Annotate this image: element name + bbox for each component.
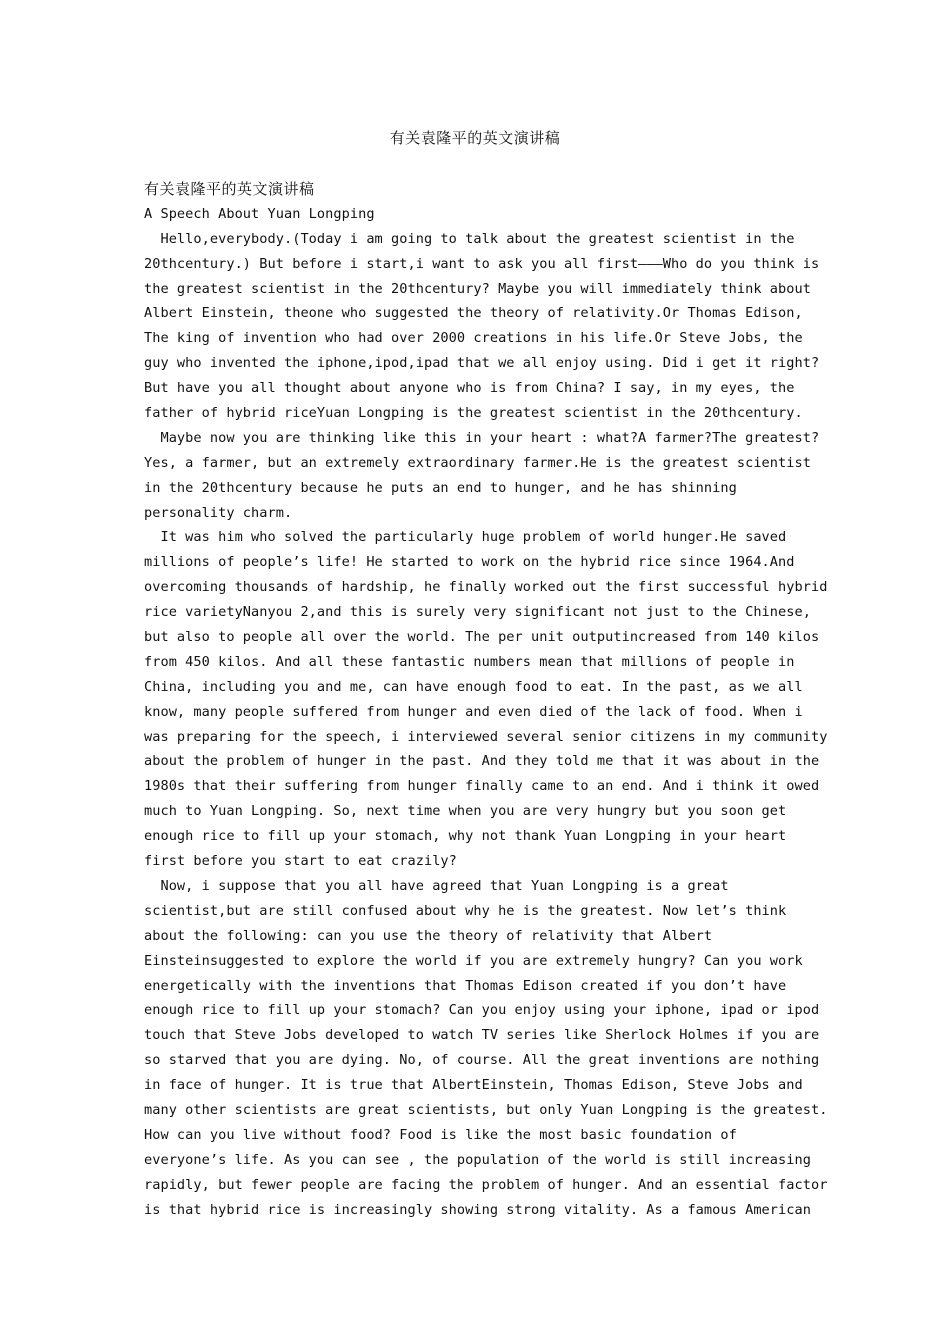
text-line: The king of invention who had over 2000 creations in his life.Or Steve Jobs, the <box>144 330 803 347</box>
text-line: from 450 kilos. And all these fantastic numbers mean that millions of people in <box>144 653 795 670</box>
text-line: guy who invented the iphone,ipod,ipad that we all enjoy using. Did i get it right? <box>144 355 820 372</box>
text-line: father of hybrid riceYuan Longping is the greatest scientist in the 20thcentury. <box>144 405 803 422</box>
text-line: first before you start to eat crazily? <box>144 853 457 870</box>
text-line: the greatest scientist in the 20thcentury? Maybe you will immediately think about <box>144 280 811 297</box>
text-line: 20thcentury.) But before i start,i want to ask you all first———Who do you think is <box>144 255 820 272</box>
text-line: about the problem of hunger in the past. And they told me that it was about in the <box>144 753 820 770</box>
document-title: 有关袁隆平的英文演讲稿 <box>389 129 561 147</box>
text-line: Maybe now you are thinking like this in your heart : what?A farmer?The greatest? <box>144 429 820 446</box>
text-line: rice varietyNanyou 2,and this is surely very significant not just to the Chinese, <box>144 604 811 621</box>
text-line: Einsteinsuggested to explore the world if you are extremely hungry? Can you work <box>144 952 803 969</box>
text-line: Albert Einstein, theone who suggested the theory of relativity.Or Thomas Edison, <box>144 305 803 322</box>
text-line: was preparing for the speech, i interviewed several senior citizens in my community <box>144 728 828 745</box>
text-line: energetically with the inventions that Thomas Edison created if you don’t have <box>144 977 787 994</box>
text-line: many other scientists are great scientists, but only Yuan Longping is the greatest. <box>144 1101 828 1118</box>
speech-title: A Speech About Yuan Longping <box>144 205 375 222</box>
text-line: know, many people suffered from hunger and even died of the lack of food. When i <box>144 703 803 720</box>
text-line: China, including you and me, can have enough food to eat. In the past, as we all <box>144 678 803 695</box>
text-line: scientist,but are still confused about why he is the greatest. Now let’s think <box>144 902 787 919</box>
text-line: personality charm. <box>144 504 293 521</box>
text-line: in the 20thcentury because he puts an end to hunger, and he has shinning <box>144 479 737 496</box>
section-heading: 有关袁隆平的英文演讲稿 <box>144 180 315 198</box>
text-line: everyone’s life. As you can see , the population of the world is still increasing <box>144 1151 811 1168</box>
text-line: is that hybrid rice is increasingly showing strong vitality. As a famous American <box>144 1201 811 1218</box>
text-line: about the following: can you use the theory of relativity that Albert <box>144 927 713 944</box>
text-line: enough rice to fill up your stomach, why not thank Yuan Longping in your heart <box>144 828 787 845</box>
text-line: Hello,everybody.(Today i am going to talk about the greatest scientist in the <box>144 230 795 247</box>
text-line: much to Yuan Longping. So, next time when you are very hungry but you soon get <box>144 803 787 820</box>
text-line: It was him who solved the particularly huge problem of world hunger.He saved <box>144 529 787 546</box>
text-line: so starved that you are dying. No, of course. All the great inventions are nothing <box>144 1052 820 1069</box>
text-line: Now, i suppose that you all have agreed that Yuan Longping is a great <box>144 877 729 894</box>
text-line: in face of hunger. It is true that AlbertEinstein, Thomas Edison, Steve Jobs and <box>144 1077 803 1094</box>
text-line: but also to people all over the world. The per unit outputincreased from 140 kilos <box>144 629 820 646</box>
text-line: Yes, a farmer, but an extremely extraordinary farmer.He is the greatest scientist <box>144 454 811 471</box>
text-line: touch that Steve Jobs developed to watch TV series like Sherlock Holmes if you are <box>144 1027 820 1044</box>
text-line: rapidly, but fewer people are facing the problem of hunger. And an essential factor <box>144 1176 828 1193</box>
text-line: overcoming thousands of hardship, he finally worked out the first successful hybrid <box>144 579 828 596</box>
text-line: How can you live without food? Food is like the most basic foundation of <box>144 1126 737 1143</box>
document-body <box>144 177 828 1222</box>
text-line: enough rice to fill up your stomach? Can you enjoy using your iphone, ipad or ipod <box>144 1002 820 1019</box>
text-line: But have you all thought about anyone who is from China? I say, in my eyes, the <box>144 380 795 397</box>
text-line: millions of people’s life! He started to work on the hybrid rice since 1964.And <box>144 554 795 571</box>
text-line: 1980s that their suffering from hunger finally came to an end. And i think it owed <box>144 778 820 795</box>
